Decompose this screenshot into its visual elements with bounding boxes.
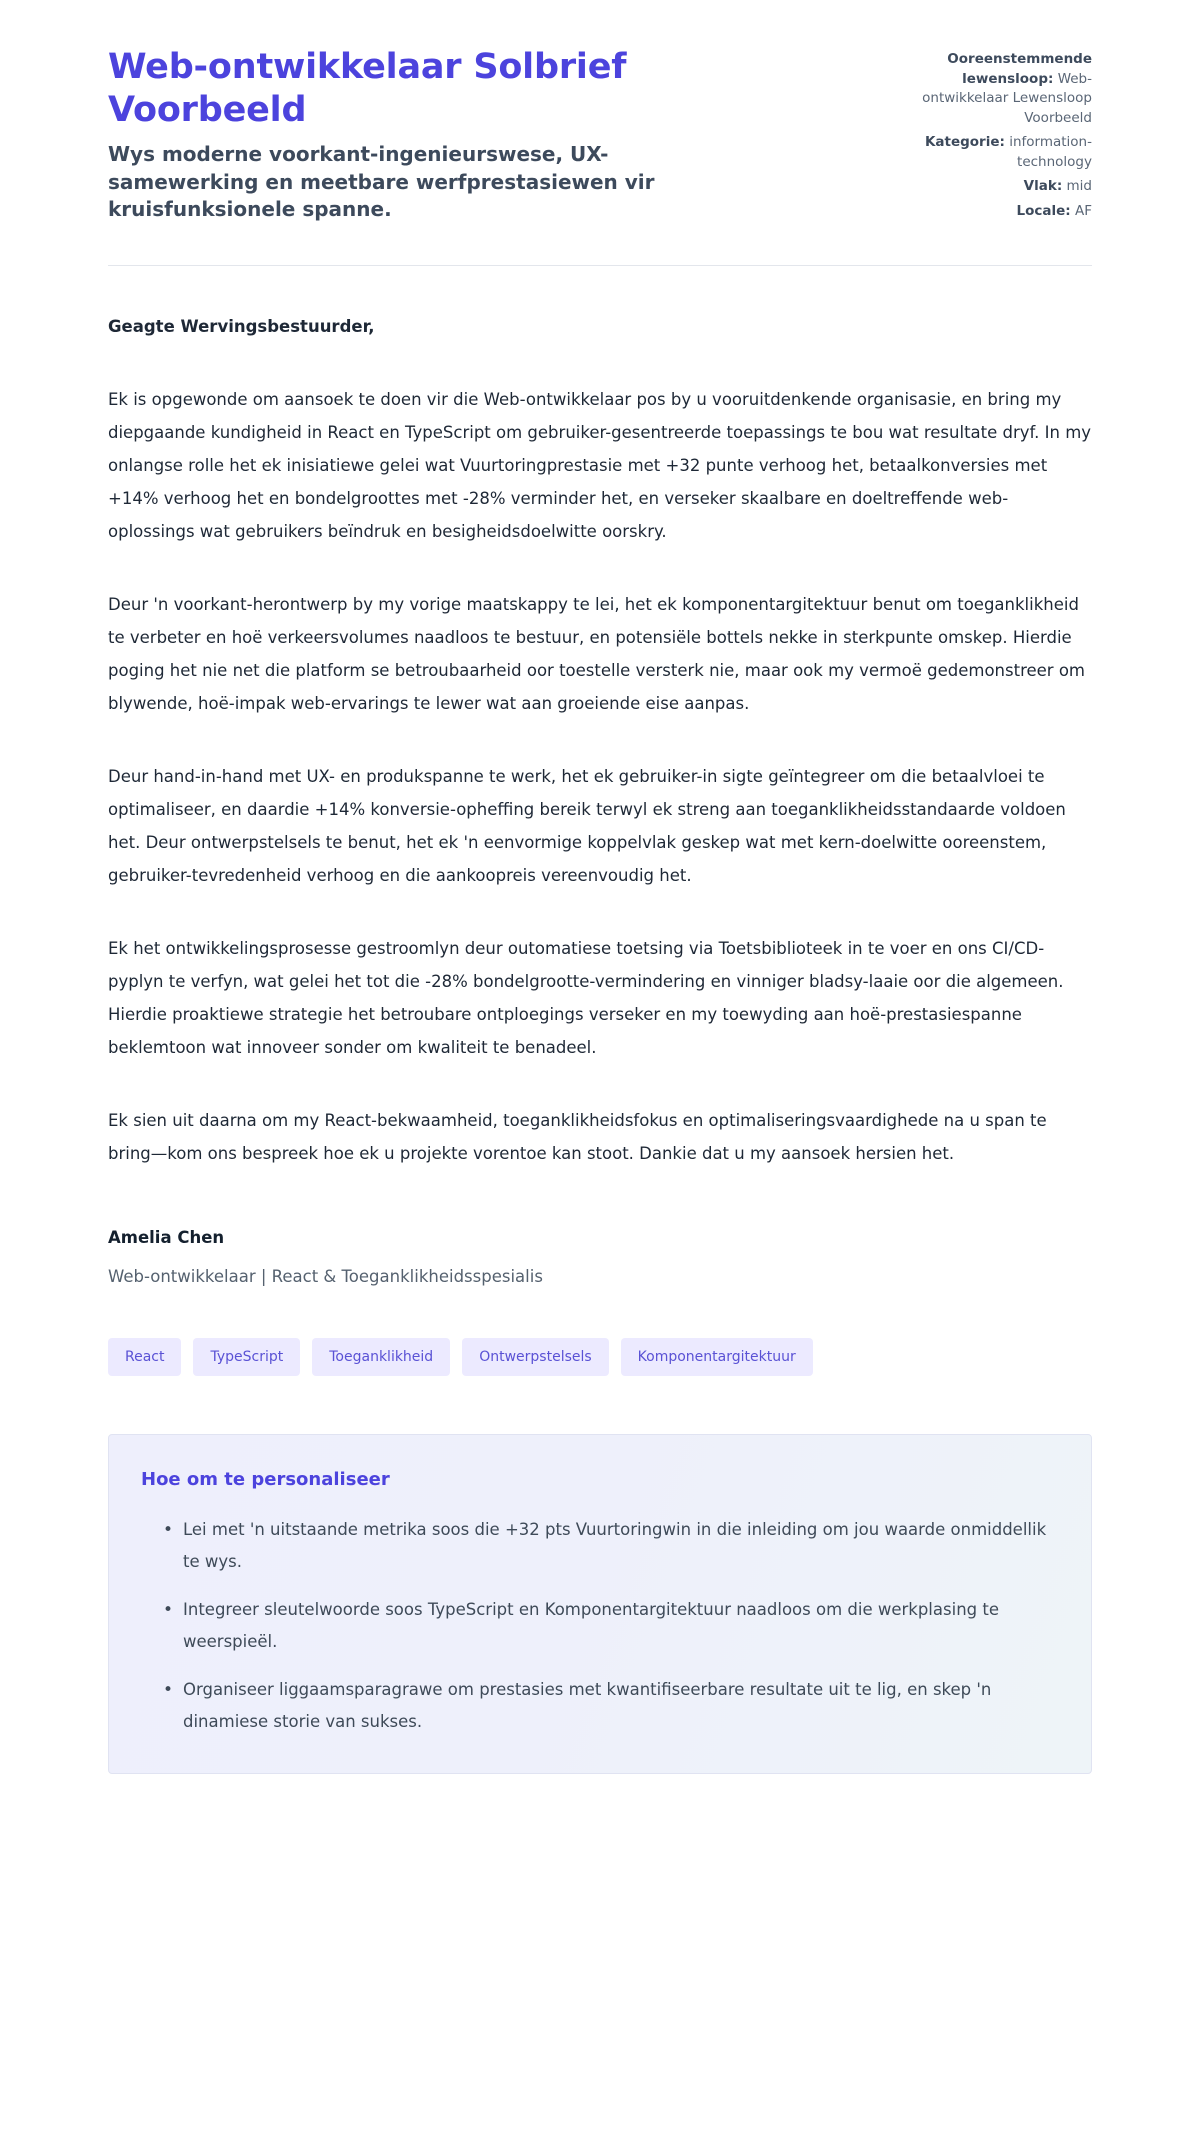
metadata-row-locale bbox=[877, 202, 1092, 222]
letter-paragraph: Deur hand-in-hand met UX- en produkspanne te werk, het ek gebruiker-in sigte geïntegreer om die betaalvloei te optimaliseer, en daardie +14% konversie-opheffing bereik terwyl ek streng aan toeganklikheidsstandaarde voldoen het. Deur ontwerpstelsels te benut, het ek 'n eenvormige koppelvlak geskep wat met kern-doelwitte ooreenstem, gebruiker-tevredenheid verhoog en die aankoopreis vereenvoudig het. bbox=[108, 766, 1066, 885]
skill-tag[interactable]: React bbox=[108, 1338, 181, 1376]
tips-panel-title: Hoe om te personaliseer bbox=[141, 1468, 390, 1490]
document-metadata bbox=[877, 46, 1092, 227]
metadata-value: AF bbox=[1074, 202, 1092, 219]
metadata-label: Ooreenstemmende lewensloop: bbox=[947, 51, 1092, 87]
document-header bbox=[108, 46, 1092, 257]
skill-tag[interactable]: Komponentargitektuur bbox=[621, 1338, 813, 1376]
tips-list-item: • Lei met 'n uitstaande metrika soos die +32 pts Vuurtoringwin in die inleiding om jou waarde onmiddellik te wys. bbox=[163, 1514, 1053, 1578]
letter-paragraph: Ek sien uit daarna om my React-bekwaamheid, toeganklikheidsfokus en optimaliseringsvaardighede na u span te bring—kom ons bespreek hoe ek u projekte vorentoe kan stoot. Dankie dat u my aansoek hersien het. bbox=[108, 1110, 1047, 1163]
page-title: Web-ontwikkelaar Solbrief Voorbeeld bbox=[108, 47, 627, 130]
metadata-label: Kategorie: bbox=[924, 134, 1005, 151]
signature-role: Web-ontwikkelaar | React & Toeganklikheidsspesialis bbox=[108, 1266, 543, 1286]
metadata-row-level bbox=[877, 177, 1092, 197]
letter-paragraph: Deur 'n voorkant-herontwerp by my vorige maatskappy te lei, het ek komponentargitektuur benut om toeganklikheid te verbeter en hoë verkeersvolumes naadloos te bestuur, en potensiële bottels nekke in sterkpunte omskep. Hierdie poging het nie net die platform se betroubaarheid oor toestelle versterk nie, maar ook my vermoë gedemonstreer om blywende, hoë-impak web-ervarings te lewer wat aan groeiende eise aanpas. bbox=[108, 594, 1085, 713]
skill-tag[interactable]: Toeganklikheid bbox=[312, 1338, 450, 1376]
page-subtitle: Wys moderne voorkant-ingenieurswese, UX-samewerking en meetbare werfprestasiewen vir kruisfunksionele spanne. bbox=[108, 142, 655, 221]
tips-list-item: • Integreer sleutelwoorde soos TypeScript en Komponentargitektuur naadloos om die werkplasing te weerspieël. bbox=[163, 1594, 1053, 1658]
metadata-label: Vlak: bbox=[1023, 178, 1063, 195]
letter-greeting: Geagte Wervingsbestuurder, bbox=[108, 316, 375, 336]
skill-tag-list bbox=[108, 1338, 1092, 1376]
personalization-tips-panel bbox=[108, 1434, 1092, 1774]
signature-name: Amelia Chen bbox=[108, 1227, 225, 1247]
letter-paragraph: Ek het ontwikkelingsprosesse gestroomlyn deur outomatiese toetsing via Toetsbiblioteek in te voer en ons CI/CD-pyplyn te verfyn, wat gelei het tot die -28% bondelgrootte-vermindering en vinniger bladsy-laaie oor die algemeen. Hierdie proaktiewe strategie het betroubare ontploegings verseker en my toewyding aan hoë-prestasiespanne beklemtoon wat innoveer sonder om kwaliteit te benadeel. bbox=[108, 938, 1064, 1057]
letter-paragraph: Ek is opgewonde om aansoek te doen vir die Web-ontwikkelaar pos by u vooruitdenkende organisasie, en bring my diepgaande kundigheid in React en TypeScript om gebruiker-gesentreerde toepassings te bou wat resultate dryf. In my onlangse rolle het ek inisiatiewe gelei wat Vuurtoringprestasie met +32 punte verhoog het, betaalkonversies met +14% verhoog het en bondelgroottes met -28% verminder het, en verseker skaalbare en doeltreffende web-oplossings wat gebruikers beïndruk en besigheidsdoelwitte oorskry. bbox=[108, 389, 1092, 541]
metadata-value: information-technology bbox=[1009, 134, 1092, 170]
tips-list bbox=[141, 1514, 1053, 1739]
skill-tag[interactable]: TypeScript bbox=[193, 1338, 300, 1376]
header-title-group bbox=[108, 46, 748, 223]
skill-tag[interactable]: Ontwerpstelsels bbox=[462, 1338, 608, 1376]
header-divider bbox=[108, 265, 1092, 266]
metadata-row-category bbox=[877, 133, 1092, 172]
tips-list-item: • Organiseer liggaamsparagrawe om prestasies met kwantifiseerbare resultate uit te lig, en skep 'n dinamiese storie van sukses. bbox=[163, 1674, 1053, 1738]
metadata-value: Web-ontwikkelaar Lewensloop Voorbeeld bbox=[922, 70, 1092, 126]
metadata-row-matching-resume bbox=[877, 50, 1092, 128]
metadata-value: mid bbox=[1066, 178, 1092, 195]
signature-block bbox=[108, 1228, 1092, 1286]
metadata-label: Locale: bbox=[1016, 202, 1071, 219]
letter-body bbox=[108, 310, 1092, 1170]
